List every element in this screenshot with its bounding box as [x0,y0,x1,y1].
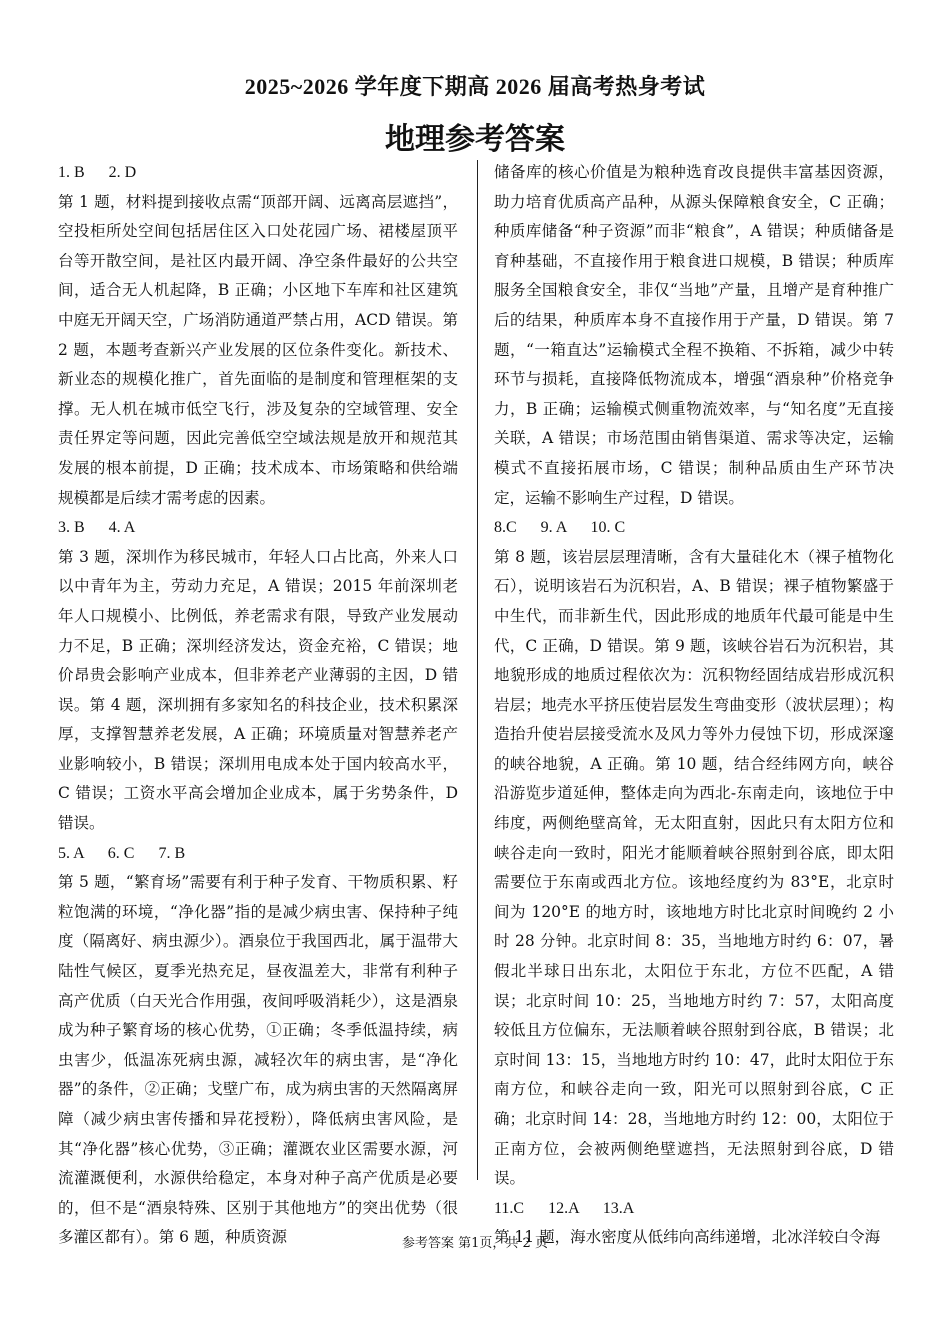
answer-line-3-4: 3. B 4. A [58,519,136,537]
explanation-5-7: 第 5 题，“繁育场”需要有利于种子发育、干物质积累、籽粒饱满的环境，“净化器”指的是减少病虫害、保持种子纯度（隔离好、病虫源少）。酒泉位于我国西北，属于温带大陆性气候区，夏季光热充足，昼夜温差大，非常有利种子高产优质（白天光合作用强，夜间呼吸消耗少），这是酒泉成为种子繁育场的核心优势，①正确；冬季低温持续，病虫害少，低温冻死病虫源，减轻次年的病虫害，是“净化器”的条件，②正确；戈壁广布，成为病虫害的天然隔离屏障（减少病虫害传播和异花授粉），降低病虫害风险，是其“净化器”核心优势，③正确；灌溉农业区需要水源，河流灌溉便利，水源供给稳定，本身对种子高产优质是必要的，但不是“酒泉特殊、区别于其他地方”的突出优势（很多灌区都有）。第 6 题，种质资源 [58,873,458,1247]
exam-title: 2025~2026 学年度下期高 2026 届高考热身考试 [244,74,706,99]
column-divider [477,160,478,1180]
answer-line-1-2: 1. B 2. D [58,164,137,181]
explanation-11: 第 11 题，海水密度从低纬向高纬递增，北冰洋较白令海 [494,1228,881,1247]
left-column [58,158,458,1247]
explanation-6-7-cont: 储备库的核心价值是为粮种选育改良提供丰富基因资源，助力培育优质高产品种，从源头保障粮食安全，C 正确；种质库储备“种子资源”而非“粮食”，A 错误；种质储备是育种基础，不直接作用于粮食进口规模，B 错误；种质库服务全国粮食安全，非仅“当地”产量，且增产是育种推广后的结果，种质库本身不直接作用于产量，D 错误。第 7 题，“一箱直达”运输模式全程不换箱、不拆箱，减少中转环节与损耗，直接降低物流成本，增强“酒泉种”价格竞争力，B 正确；运输模式侧重物流效率，与“知名度”无直接关联，A 错误；市场范围由销售渠道、需求等决定，运输模式不直接拓展市场，C 错误；制种品质由生产环节决定，运输不影响生产过程，D 错误。 [494,163,894,507]
answer-line-11-13: 11.C 12.A 13.A [494,1199,635,1217]
answer-line-5-7: 5. A 6. C 7. B [58,844,186,862]
explanation-8-10: 第 8 题，该岩层层理清晰，含有大量硅化木（裸子植物化石），说明该岩石为沉积岩，A、B 错误；裸子植物繁盛于中生代，而非新生代，因此形成的地质年代最可能是中生代，C 正确，D 错误。第 9 题，该峡谷岩石为沉积岩，其地貌形成的地质过程依次为：沉积物经固结成岩形成沉积岩层；地壳水平挤压使岩层发生弯曲变形（波状层理）；构造抬升使岩层接受流水及风力等外力侵蚀下切，形成深邃的峡谷地貌，A 正确。第 10 题，结合经纬网方向，峡谷沿游览步道延伸，整体走向为西北-东南走向，该地位于中纬度，两侧绝壁高耸，无太阳直射，因此只有太阳方位和峡谷走向一致时，阳光才能顺着峡谷照射到谷底，即太阳需要位于东南或西北方位。该地经度约为 83°E，北京时间为 120°E 的地方时，该地地方时比北京时间晚约 2 小时 28 分钟。北京时间 8：35，当地地方时约 6：07，暑假北半球日出东北，太阳位于东北，方位不匹配，A 错误；北京时间 10：25，当地地方时约 7：57，太阳高度较低且方位偏东，无法顺着峡谷照射到谷底，B 错误；北京时间 13：15，当地地方时约 10：47，此时太阳位于东南方位，和峡谷走向一致，阳光可以照射到谷底，C 正确；北京时间 14：28，当地地方时约 12：00，太阳位于正南方位，会被两侧绝壁遮挡，无法照射到谷底，D 错误。 [494,547,894,1188]
explanation-3-4: 第 3 题，深圳作为移民城市，年轻人口占比高，外来人口以中青年为主，劳动力充足，A 错误；2015 年前深圳老年人口规模小、比例低，养老需求有限，导致产业发展动力不足，B 正确；深圳经济发达，资金充裕，C 错误；地价昂贵会影响产业成本，但非养老产业薄弱的主因，D 错误。第 4 题，深圳拥有多家知名的科技企业，技术积累深厚，支撑智慧养老发展，A 正确；环境质量对智慧养老产业影响较小，B 错误；深圳用电成本处于国内较高水平，C 错误；工资水平高会增加企业成本，属于劣势条件，D 错误。 [58,547,458,833]
answer-line-8-10: 8.C 9. A 10. C [494,519,626,537]
page-footer: 参考答案 第1页，共 2 页 [402,1236,548,1251]
right-column [494,158,894,1247]
explanation-1-2: 第 1 题，材料提到接收点需“顶部开阔、远离高层遮挡”，空投柜所处空间包括居住区入口处花园广场、裙楼屋顶平台等开散空间，是社区内最开阔、净空条件最好的公共空间，适合无人机起降，B 正确；小区地下车库和社区建筑中庭无开阔天空，广场消防通道严禁占用，ACD 错误。第 2 题，本题考查新兴产业发展的区位条件变化。新技术、新业态的规模化推广，首先面临的是制度和管理框架的支撑。无人机在城市低空飞行，涉及复杂的空域管理、安全责任界定等问题，因此完善低空空域法规是放开和规范其发展的根本前提，D 正确；技术成本、市场策略和供给端规模都是后续才需考虑的因素。 [58,192,458,507]
page-subtitle: 地理参考答案 [385,122,565,157]
